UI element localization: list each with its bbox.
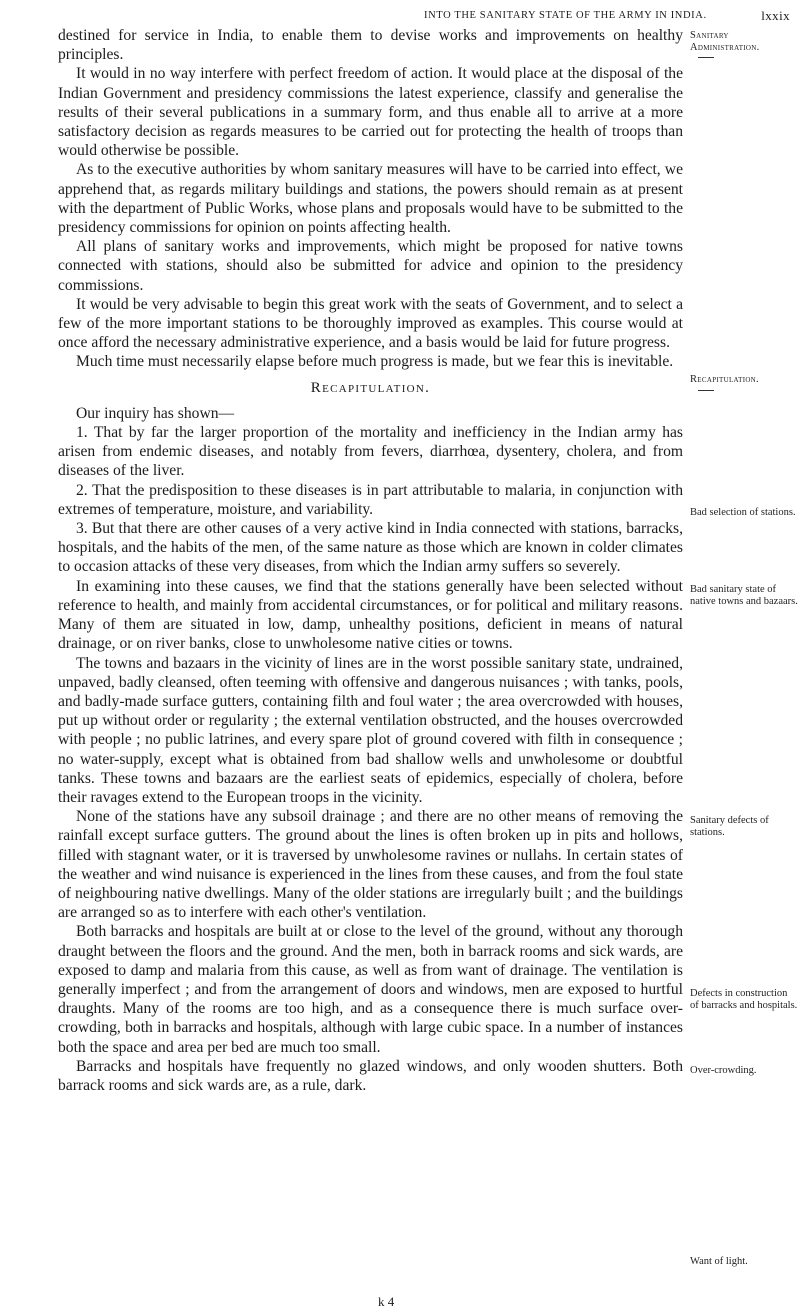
margin-note-construction-defects: Defects in construction of barracks and hospitals. [690, 988, 798, 1011]
margin-note-sanitary-administration: Sanitary Administration. [690, 30, 798, 58]
text-before-heading [58, 26, 683, 372]
paragraph: As to the executive authorities by whom sanitary measures will have to be carried into effect, we apprehend that, as regards military buildings and stations, the powers should remain as at present with the department of Public Works, whose plans and proposals would have to be submitted to the presidency commissions for opinion on points affecting health. [58, 161, 683, 237]
paragraph: 3. But that there are other causes of a very active kind in India connected with stations, barracks, hospitals, and the habits of the men, of the same nature as those which are known in colder climates to occasion attacks of these very diseases, from which the Indian army suffers so severely. [58, 520, 683, 576]
paragraph: The towns and bazaars in the vicinity of lines are in the worst possible sanitary state, undrained, unpaved, badly cleansed, often teeming with offensive and dangerous nuisances ; with tanks, pools, and badly-made surface gutters, containing filth and foul water ; the area overcrowded with houses, put up without order or regularity ; the external ventilation obstructed, and the houses overcrowded with people ; no public latrines, and every spare plot of ground covered with filth in consequence ; no water-supply, except what is obtained from bad shallow wells and unwholesome or doubtful tanks. These towns and bazaars are the earliest seats of epidemics, especially of cholera, before their ravages extend to the European troops in the vicinity. [58, 654, 683, 806]
paragraph: In examining into these causes, we find that the stations generally have been selected without reference to health, and mainly from accidental circumstances, or for political and military reasons. Many of them are situated in low, damp, unhealthy positions, deficient in means of natural drainage, or on river banks, close to unwholesome native cities or towns. [58, 577, 683, 653]
main-text [58, 26, 683, 1095]
paragraph: destined for service in India, to enable them to devise works and improvements on healthy principles. [58, 27, 683, 64]
paragraph: Both barracks and hospitals are built at or close to the level of the ground, without any thorough draught between the floors and the ground. And the men, both in barrack rooms and sick wards, are exposed to damp and malaria from this cause, as well as from want of drainage. The ventilation is generally imperfect ; and from the arrangement of doors and windows, men are exposed to hurtful draughts. Many of the rooms are too high, and as a consequence there is much surface over-crowding, both in barracks and hospitals, although with large cubic space. In a number of instances both the space and area per bed are much too small. [58, 923, 683, 1056]
paragraph: All plans of sanitary works and improvements, which might be proposed for native towns connected with stations, should also be submitted for advice and opinion to the presidency commissions. [58, 238, 683, 294]
margin-note-station-defects: Sanitary defects of stations. [690, 815, 769, 838]
paragraph: 1. That by far the larger proportion of the mortality and inefficiency in the Indian army has arisen from endemic diseases, and notably from fevers, diarrhœa, dysentery, cholera, and from diseases of the liver. [58, 424, 683, 480]
margin-note-bad-selection: Bad selection of stations. [690, 507, 796, 518]
paragraph: None of the stations have any subsoil drainage ; and there are no other means of removing the rainfall except surface gutters. The ground about the lines is often broken up in pits and hollows, filled with stagnant water, or it is traversed by unwholesome ravines or nullahs. In certain states of the weather and wind nuisance is experienced in the lines from these causes, and from the foul state of neighbouring native dwellings. Many of the older stations are irregularly built ; and the buildings are arranged so as to interfere with each other's ventilation. [58, 808, 683, 922]
signature-mark: k 4 [378, 1294, 395, 1309]
margin-note-recapitulation: Recapitulation. [690, 374, 798, 391]
paragraph: 2. That the predisposition to these diseases is in part attributable to malaria, in conjunction with extremes of temperature, moisture, and variability. [58, 481, 683, 518]
paragraph: It would be very advisable to begin this great work with the seats of Government, and to select a few of the more important stations to be thoroughly improved as examples. This course would at once afford the necessary administrative experience, and a basis would be laid for future progress. [58, 295, 683, 352]
running-title: INTO THE SANITARY STATE OF THE ARMY IN INDIA. [424, 10, 707, 21]
paragraph: Our inquiry has shown— [76, 404, 235, 422]
section-heading: Recapitulation. [310, 379, 431, 396]
paragraph: Much time must necessarily elapse before much progress is made, but we fear this is inevitable. [76, 353, 674, 371]
margin-note-over-crowding: Over-crowding. [690, 1065, 757, 1076]
margin-note-want-of-light: Want of light. [690, 1256, 748, 1267]
page-number: lxxix [761, 8, 790, 23]
paragraph: It would in no way interfere with perfect freedom of action. It would place at the disposal of the Indian Government and presidency commissions the latest experience, classify and generalise the results of their several publications in a summary form, and thus enable all to arrive at a more satisfactory decision as regards measures to be carried out for protecting the health of troops than would otherwise be possible. [58, 65, 683, 160]
running-header [60, 6, 790, 26]
margin-note-native-towns: Bad sanitary state of native towns and bazaars. [690, 584, 798, 607]
paragraph: Barracks and hospitals have frequently no glazed windows, and only wooden shutters. Both barrack rooms and sick wards are, as a rule, dark. [58, 1057, 683, 1094]
text-after-heading [58, 404, 683, 1095]
